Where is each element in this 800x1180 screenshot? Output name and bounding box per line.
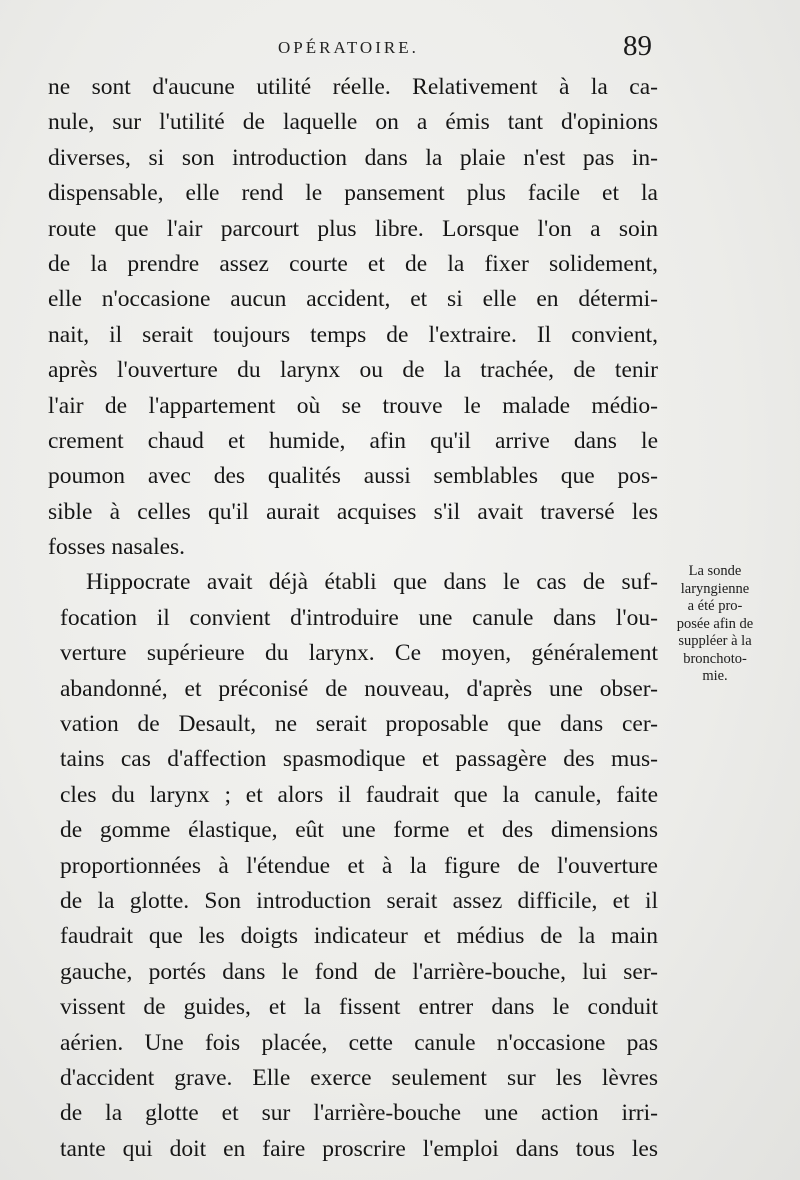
text-line: proportionnées à l'étendue et à la figure de l'ouverture (60, 852, 658, 879)
marginal-note-line: a été pro- (687, 598, 743, 614)
text-line: de gomme élastique, eût une forme et des dimensions (60, 817, 658, 844)
marginal-note-line: posée afin de (676, 615, 754, 632)
text-line: nule, sur l'utilité de laquelle on a émis tant d'opinions (48, 109, 658, 136)
text-line: d'accident grave. Elle exerce seulement sur les lèvres (60, 1064, 658, 1091)
marginal-note-line: bronchoto- (683, 650, 747, 667)
text-line: de la glotte et sur l'arrière-bouche une action irri- (60, 1100, 658, 1127)
text-line: de la glotte. Son introduction serait assez difficile, et il (60, 887, 658, 914)
text-line: fosses nasales. (48, 534, 186, 561)
text-line: aérien. Une fois placée, cette canule n'occasione pas (60, 1029, 658, 1056)
text-line: l'air de l'appartement où se trouve le malade médio- (48, 392, 658, 419)
text-line: cles du larynx ; et alors il faudrait que la canule, faite (60, 781, 658, 808)
text-line: focation il convient d'introduire une canule dans l'ou- (60, 604, 658, 631)
paragraph-2 (48, 565, 658, 1167)
text-line: verture supérieure du larynx. Ce moyen, généralement (60, 640, 658, 667)
text-line: diverses, si son introduction dans la plaie n'est pas in- (48, 144, 658, 171)
marginal-note-line: mie. (702, 668, 728, 684)
text-line: dispensable, elle rend le pansement plus facile et la (48, 180, 658, 207)
text-line: Hippocrate avait déjà établi que dans le cas de suf- (86, 569, 658, 596)
marginal-note-line: La sonde (688, 563, 742, 579)
text-line: après l'ouverture du larynx ou de la trachée, de tenir (48, 357, 658, 384)
marginal-note-line: suppléer à la (678, 633, 752, 649)
text-line: route que l'air parcourt plus libre. Lorsque l'on a soin (48, 215, 658, 242)
text-line: faudrait que les doigts indicateur et médius de la main (60, 923, 658, 950)
body-text (48, 70, 658, 1167)
text-line: poumon avec des qualités aussi semblables que pos- (48, 463, 658, 490)
text-line: elle n'occasione aucun accident, et si elle en détermi- (48, 286, 658, 313)
text-line: crement chaud et humide, afin qu'il arrive dans le (48, 427, 658, 454)
text-line: de la prendre assez courte et de la fixer solidement, (48, 250, 658, 277)
marginal-note-line: laryngienne (680, 580, 750, 597)
marginal-note (660, 563, 770, 686)
text-line: nait, il serait toujours temps de l'extraire. Il convient, (48, 321, 658, 348)
text-line: vation de Desault, ne serait proposable que dans cer- (60, 711, 658, 738)
text-line: tains cas d'affection spasmodique et passagère des mus- (60, 746, 658, 773)
page-header (48, 30, 658, 70)
text-line: sible à celles qu'il aurait acquises s'il avait traversé les (48, 498, 658, 525)
text-line: ne sont d'aucune utilité réelle. Relativement à la ca- (48, 74, 658, 100)
text-line: abandonné, et préconisé de nouveau, d'après une obser- (60, 675, 658, 702)
paragraph-1 (48, 70, 658, 565)
text-line: tante qui doit en faire proscrire l'emploi dans tous les (60, 1135, 658, 1162)
text-line: vissent de guides, et la fissent entrer dans le conduit (60, 994, 658, 1021)
page-number: 89 (623, 30, 652, 62)
running-head: OPÉRATOIRE. (278, 38, 419, 57)
text-line: gauche, portés dans le fond de l'arrière-bouche, lui ser- (60, 958, 658, 985)
